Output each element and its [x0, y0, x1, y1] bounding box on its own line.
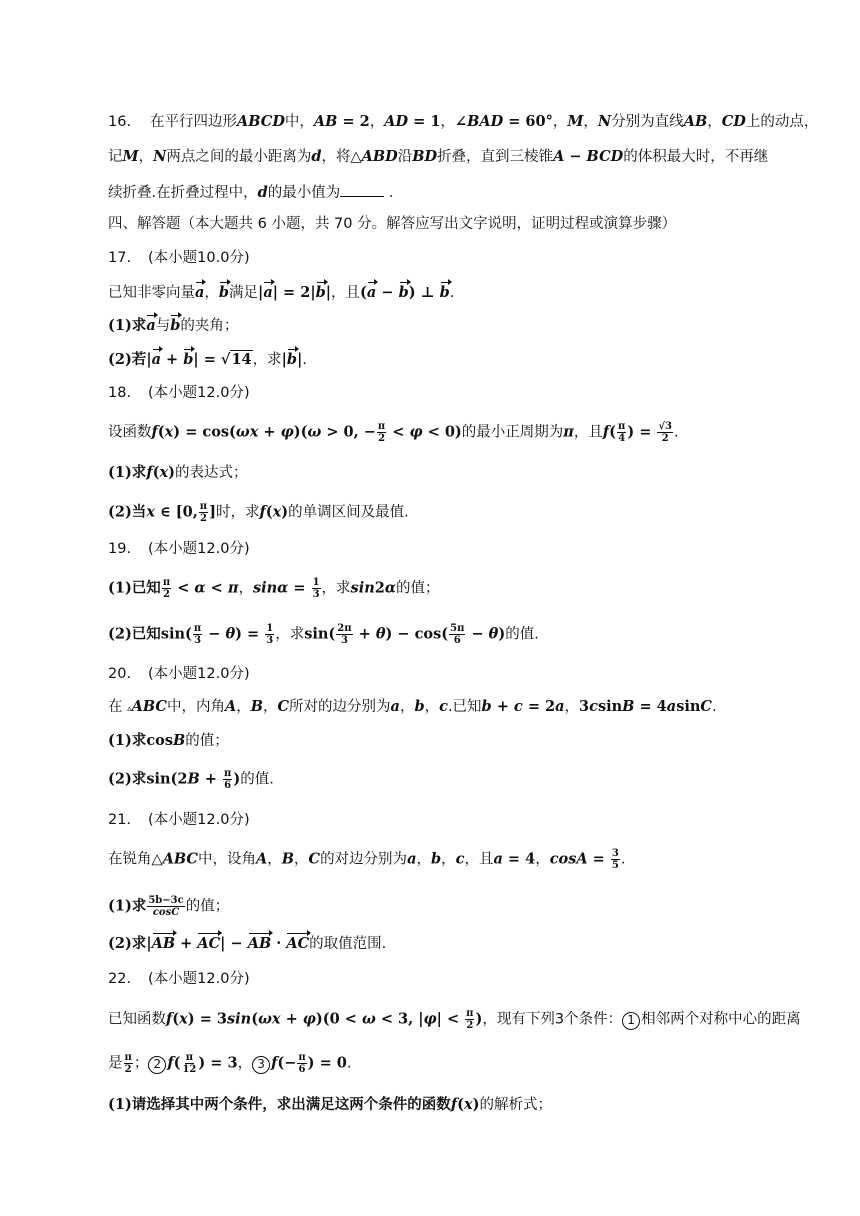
q17-part1: (1)求a与b的夹角；	[108, 317, 239, 334]
q16-line3: 续折叠.在折叠过程中，d的最小值为 ．	[108, 184, 404, 201]
q20-header: 20. (本小题12.0分)	[108, 666, 250, 682]
q19-part1: (1)已知 $\frac{\pi}{2}$ < α < π，sinα = $\frac{1}{3}$ ，求sin2α的值；	[108, 577, 440, 600]
q19-header: 19. (本小题12.0分)	[108, 541, 250, 557]
q20-stem: 在 ▵ABC中，内角A，B，C所对的边分别为a，b，c.已知b + c = 2a，3csinB = 4asinC.	[108, 698, 717, 715]
q21-part2: (2)求|AB + AC| − AB · AC的取值范围.	[108, 935, 387, 952]
q18-part2: (2)当x ∈ [0, $\frac{\pi}{2}$ ]时，求f(x)的单调区间及最值.	[108, 501, 409, 524]
q16-line1: 16. 在平行四边形ABCD中，AB = 2，AD = 1，∠BAD = 60°，M，N分别为直线AB，CD上的动点，	[108, 113, 819, 130]
q17-stem: 已知非零向量a，b满足|a| = 2|b|，且(a − b) ⊥ b.	[108, 284, 455, 301]
q21-part1: (1)求 $\frac{5b-3c}{\cos C}$ 的值；	[108, 895, 230, 918]
q20-part1: (1)求cosB的值；	[108, 732, 229, 749]
q22-header: 22. (本小题12.0分)	[108, 971, 250, 987]
q16-line2: 记M，N两点之间的最小距离为d，将△ABD沿BD折叠，直到三棱锥A − BCD的体积最大时，不再继	[108, 148, 769, 165]
q18-header: 18. (本小题12.0分)	[108, 385, 250, 401]
q16-number: 16.	[108, 114, 132, 130]
q21-stem: 在锐角△ABC中，设角A，B，C的对边分别为a，b，c，且a = 4，cosA = $\frac{3}{5}$ .	[108, 848, 626, 871]
section-heading: 四、解答题（本大题共 6 小题，共 70 分。解答应写出文字说明，证明过程或演算步骤）	[108, 216, 677, 232]
q20-part2: (2)求sin(2B + $\frac{\pi}{6}$ )的值.	[108, 768, 274, 791]
q21-header: 21. (本小题12.0分)	[108, 812, 250, 828]
q22-stem: 已知函数f(x) = 3sin(ωx + φ)(0 < ω < 3, |φ| < $\frac{\pi}{2}$ )，现有下列3个条件： 1 相邻两个对称中心的距离	[108, 1008, 801, 1031]
q17-header: 17. (本小题10.0分)	[108, 250, 250, 266]
q19-part2: (2)已知sin( $\frac{\pi}{3}$ − θ) = $\frac{1}{3}$ ，求sin( $\frac{2\pi}{3}$ + θ) − cos( $\frac{5\pi}{6}$ − θ)的值.	[108, 623, 539, 646]
q18-part1: (1)求f(x)的表达式；	[108, 464, 248, 481]
q22-conditions: 是 $\frac{\pi}{2}$ ； 2 f( $\frac{\pi}{12}$ ) = 3， 3 f(− $\frac{\pi}{6}$ ) = 0.	[108, 1052, 352, 1075]
answer-blank[interactable]	[340, 182, 384, 197]
q22-part1: (1)请选择其中两个条件，求出满足这两个条件的函数f(x)的解析式；	[108, 1096, 552, 1113]
q18-stem: 设函数f(x) = cos(ωx + φ)(ω > 0, − $\frac{\pi}{2}$ < φ < 0)的最小正周期为π，且f( $\frac{\pi}{4}$ ) = $\frac{√3}{2}$ .	[108, 421, 679, 444]
q17-part2: (2)若|a + b| = √14，求|b|.	[108, 351, 307, 368]
